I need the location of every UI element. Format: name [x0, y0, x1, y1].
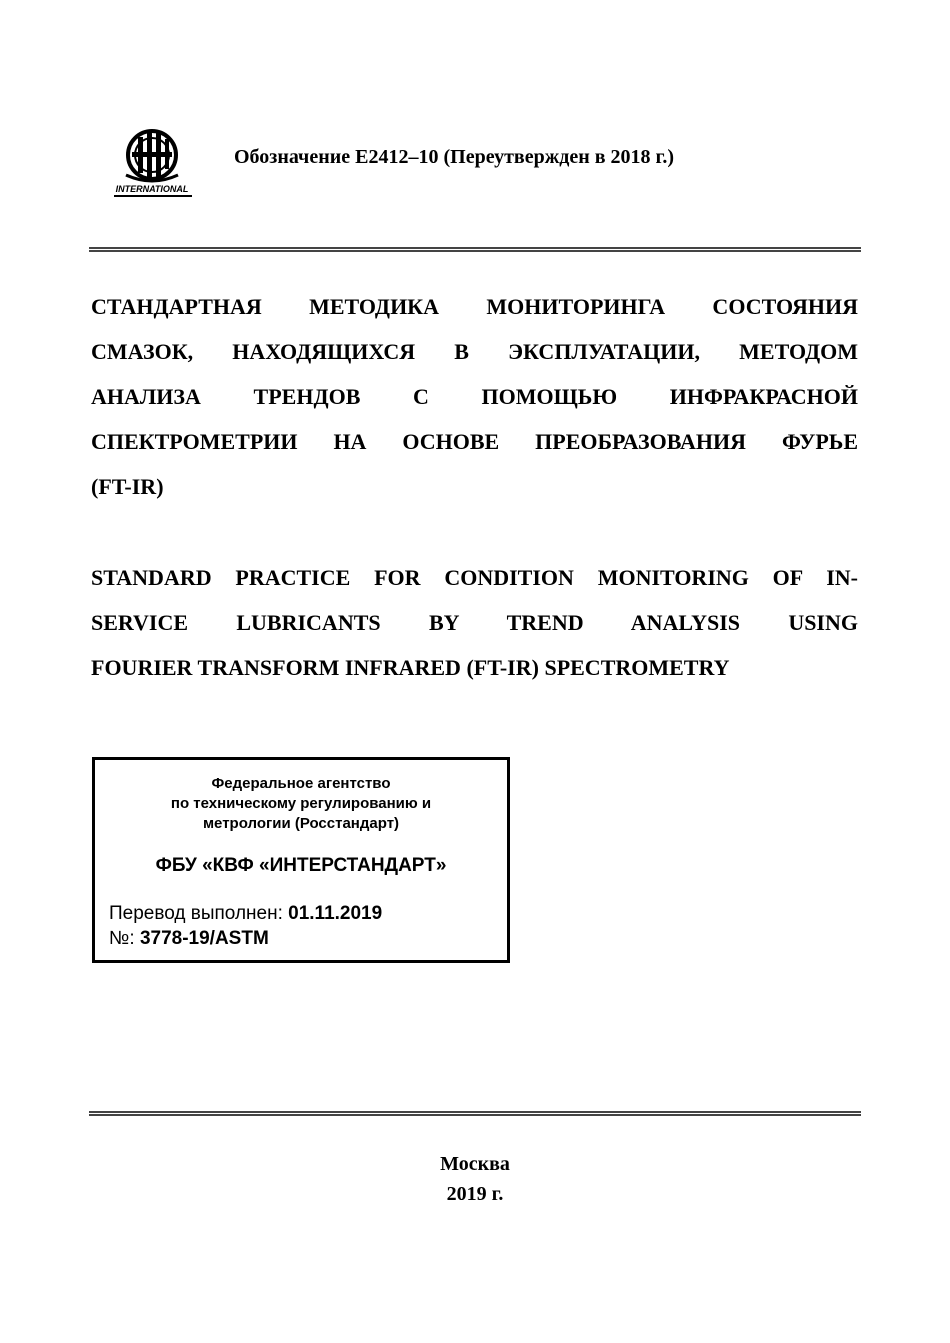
title-ru-line: АНАЛИЗА ТРЕНДОВ С ПОМОЩЬЮ ИНФРАКРАСНОЙ: [91, 384, 858, 409]
stamp-organization: ФБУ «КВФ «ИНТЕРСТАНДАРТ»: [155, 855, 447, 876]
translation-label: Перевод выполнен:: [109, 903, 283, 924]
title-russian: [91, 284, 858, 509]
title-english: [91, 555, 858, 690]
title-ru-line: СТАНДАРТНАЯ МЕТОДИКА МОНИТОРИНГА СОСТОЯНИЯ: [91, 294, 858, 319]
publication-city: Москва: [440, 1153, 510, 1175]
stamp-agency: [95, 774, 507, 834]
title-en-line: SERVICE LUBRICANTS BY TREND ANALYSIS USING: [91, 610, 858, 635]
document-designation: Обозначение E2412–10 (Переутвержден в 2018 г.): [234, 146, 674, 168]
stamp-number-row: [109, 928, 269, 950]
number-value: 3778-19/ASTM: [139, 928, 269, 949]
logo-bottom-text: INTERNATIONAL: [115, 184, 189, 194]
bottom-divider: [89, 1111, 861, 1116]
translation-date: 01.11.2019: [288, 903, 383, 924]
stamp-agency-line: по техническому регулированию и: [170, 795, 432, 812]
stamp-agency-line: Федеральное агентство: [211, 775, 391, 792]
title-en-line: STANDARD PRACTICE FOR CONDITION MONITORING OF IN-: [91, 565, 858, 590]
title-en-line: FOURIER TRANSFORM INFRARED (FT-IR) SPECTROMETRY: [91, 655, 730, 680]
title-ru-line: СМАЗОК, НАХОДЯЩИХСЯ В ЭКСПЛУАТАЦИИ, МЕТОДОМ: [91, 339, 858, 364]
astm-logo-icon: [112, 125, 196, 199]
translation-stamp: [92, 757, 510, 963]
number-label: №:: [109, 928, 135, 949]
stamp-agency-line: метрологии (Росстандарт): [202, 815, 400, 832]
title-ru-line: (FT-IR): [91, 474, 164, 499]
stamp-translation-date-row: [109, 903, 382, 925]
top-divider: [89, 247, 861, 252]
astm-logo: [112, 125, 196, 199]
title-ru-line: СПЕКТРОМЕТРИИ НА ОСНОВЕ ПРЕОБРАЗОВАНИЯ ФУРЬЕ: [91, 429, 858, 454]
publication-year: 2019 г.: [446, 1183, 504, 1205]
